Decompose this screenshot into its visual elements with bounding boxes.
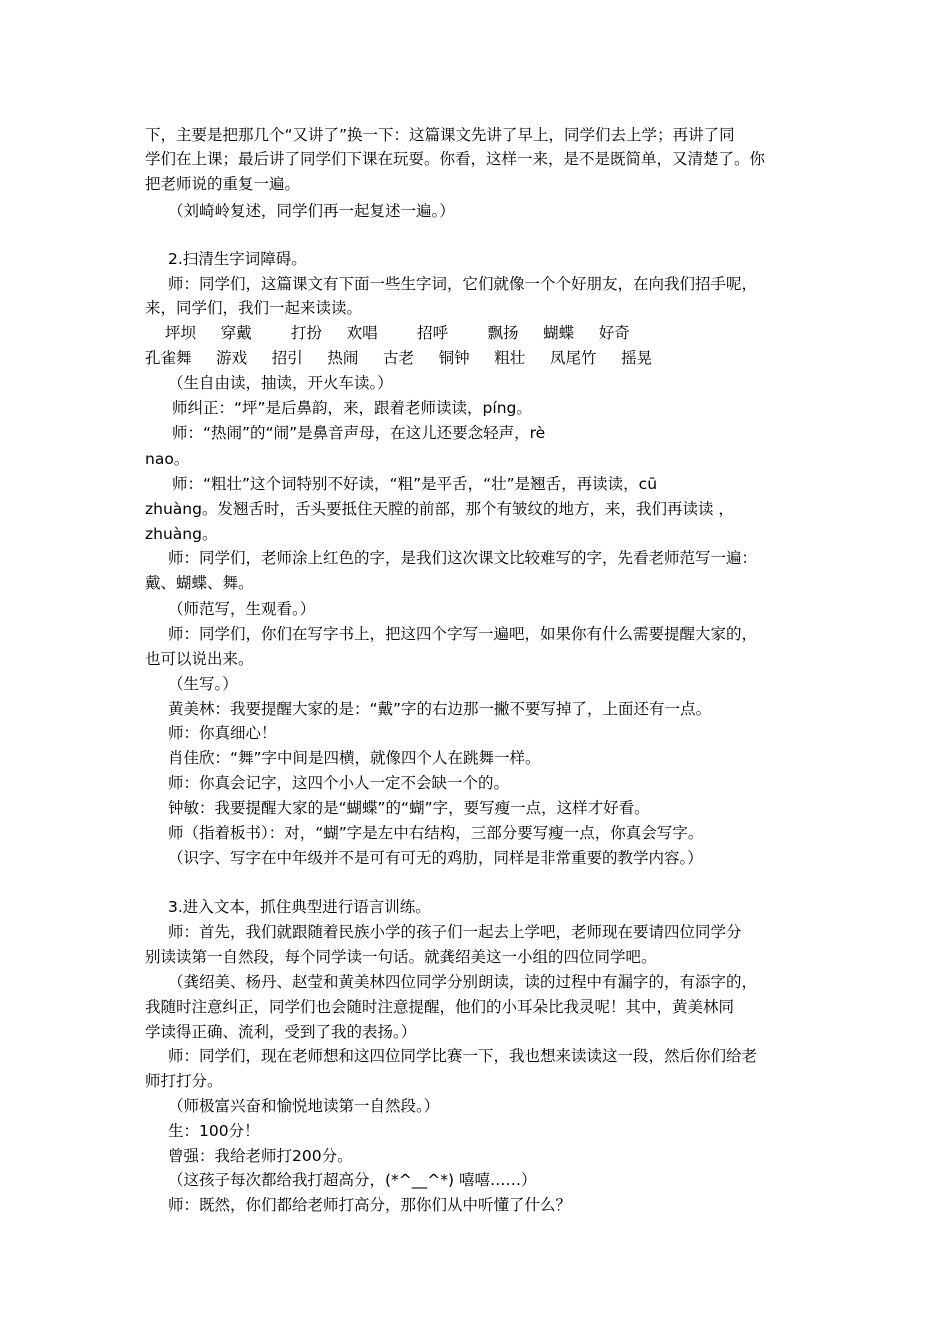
text-line: 钟敏：我要提醒大家的是“蝴蝶”的“蝴”字，要写瘦一点，这样才好看。 — [168, 799, 650, 817]
text-line: （生自由读，抽读，开火车读。） — [168, 374, 393, 392]
text-line: 来，同学们，我们一起来读读。 — [145, 299, 363, 317]
text-line: 生：100分！ — [168, 1122, 260, 1140]
text-line: 也可以说出来。 — [145, 650, 254, 668]
text-line: 学们在上课；最后讲了同学们下课在玩耍。你看，这样一来，是不是既简单，又清楚了。你 — [145, 150, 766, 168]
text-line: 我随时注意纠正，同学们也会随时注意提醒，他们的小耳朵比我灵呢！其中，黄美林同 — [145, 998, 735, 1016]
text-line: 师：同学们，老师涂上红色的字，是我们这次课文比较难写的字，先看老师范写一遍： — [168, 549, 758, 567]
text-line: 曾强：我给老师打200分。 — [168, 1147, 353, 1165]
text-line: （师极富兴奋和愉悦地读第一自然段。） — [168, 1097, 440, 1115]
text-line: 师：同学们，现在老师想和这四位同学比赛一下，我也想来读读这一段，然后你们给老 — [168, 1047, 758, 1065]
text-line: 师：你真会记字，这四个小人一定不会缺一个的。 — [168, 774, 510, 792]
text-line: （师范写，生观看。） — [168, 600, 316, 618]
text-line: （这孩子每次都给我打超高分，(*^__^*) 嘻嘻……） — [168, 1171, 537, 1189]
vocab-row: 孔雀舞 游戏 招引 热闹 古老 铜钟 粗壮 凤尾竹 摇晃 — [145, 349, 653, 367]
text-line: 师（指着板书）：对，“蝴”字是左中右结构，三部分要写瘦一点，你真会写字。 — [168, 824, 704, 842]
text-line: 师：“粗壮”这个词特别不好读，“粗”是平舌，“壮”是翘舌，再读读，cū — [172, 475, 658, 493]
text-line: 师：首先，我们就跟随着民族小学的孩子们一起去上学吧，老师现在要请四位同学分 — [168, 923, 742, 941]
text-line: 戴、蝴蝶、舞。 — [145, 574, 254, 592]
text-line: 肖佳欣：“舞”字中间是四横，就像四个人在跳舞一样。 — [168, 749, 541, 767]
section-heading: 2.扫清生字词障碍。 — [168, 250, 307, 268]
text-line: （龚绍美、杨丹、赵莹和黄美林四位同学分别朗读，读的过程中有漏字的，有添字的， — [168, 973, 758, 991]
text-line: 师：同学们，这篇课文有下面一些生字词，它们就像一个个好朋友，在向我们招手呢， — [168, 275, 758, 293]
text-line: 把老师说的重复一遍。 — [145, 175, 301, 193]
text-line: 别读读第一自然段，每个同学读一句话。就龚绍美这一小组的四位同学吧。 — [145, 948, 657, 966]
text-line: 黄美林：我要提醒大家的是：“戴”字的右边那一撇不要写掉了，上面还有一点。 — [168, 700, 712, 718]
text-line: 师打打分。 — [145, 1072, 223, 1090]
text-line: 师纠正：“坪”是后鼻韵，来，跟着老师读读，píng。 — [172, 399, 532, 417]
text-line: （生写。） — [168, 675, 238, 693]
text-line: 下，主要是把那几个“又讲了”换一下：这篇课文先讲了早上，同学们去上学；再讲了同 — [145, 126, 735, 144]
vocab-row: 坪坝 穿戴 打扮 欢唱 招呼 飘扬 蝴蝶 好奇 — [165, 324, 630, 342]
text-line: （刘崎岭复述，同学们再一起复述一遍。） — [168, 202, 455, 220]
text-line: 师：“热闹”的“闹”是鼻音声母，在这儿还要念轻声，rè — [172, 424, 546, 442]
section-heading: 3.进入文本，抓住典型进行语言训练。 — [168, 898, 431, 916]
text-line: 师：你真细心！ — [168, 724, 277, 742]
text-line: zhuàng。发翘舌时，舌头要抵住天膛的前部，那个有皱纹的地方，来，我们再读读 ， — [145, 500, 734, 518]
text-line: nao。 — [145, 450, 190, 468]
text-line: （识字、写字在中年级并不是可有可无的鸡肋，同样是非常重要的教学内容。） — [168, 849, 703, 867]
text-line: 学读得正确、流利，受到了我的表扬。） — [145, 1023, 417, 1041]
text-line: 师：既然，你们都给老师打高分，那你们从中听懂了什么？ — [168, 1196, 572, 1214]
text-line: 师：同学们，你们在写字书上，把这四个字写一遍吧，如果你有什么需要提醒大家的， — [168, 625, 758, 643]
text-line: zhuàng。 — [145, 525, 218, 543]
